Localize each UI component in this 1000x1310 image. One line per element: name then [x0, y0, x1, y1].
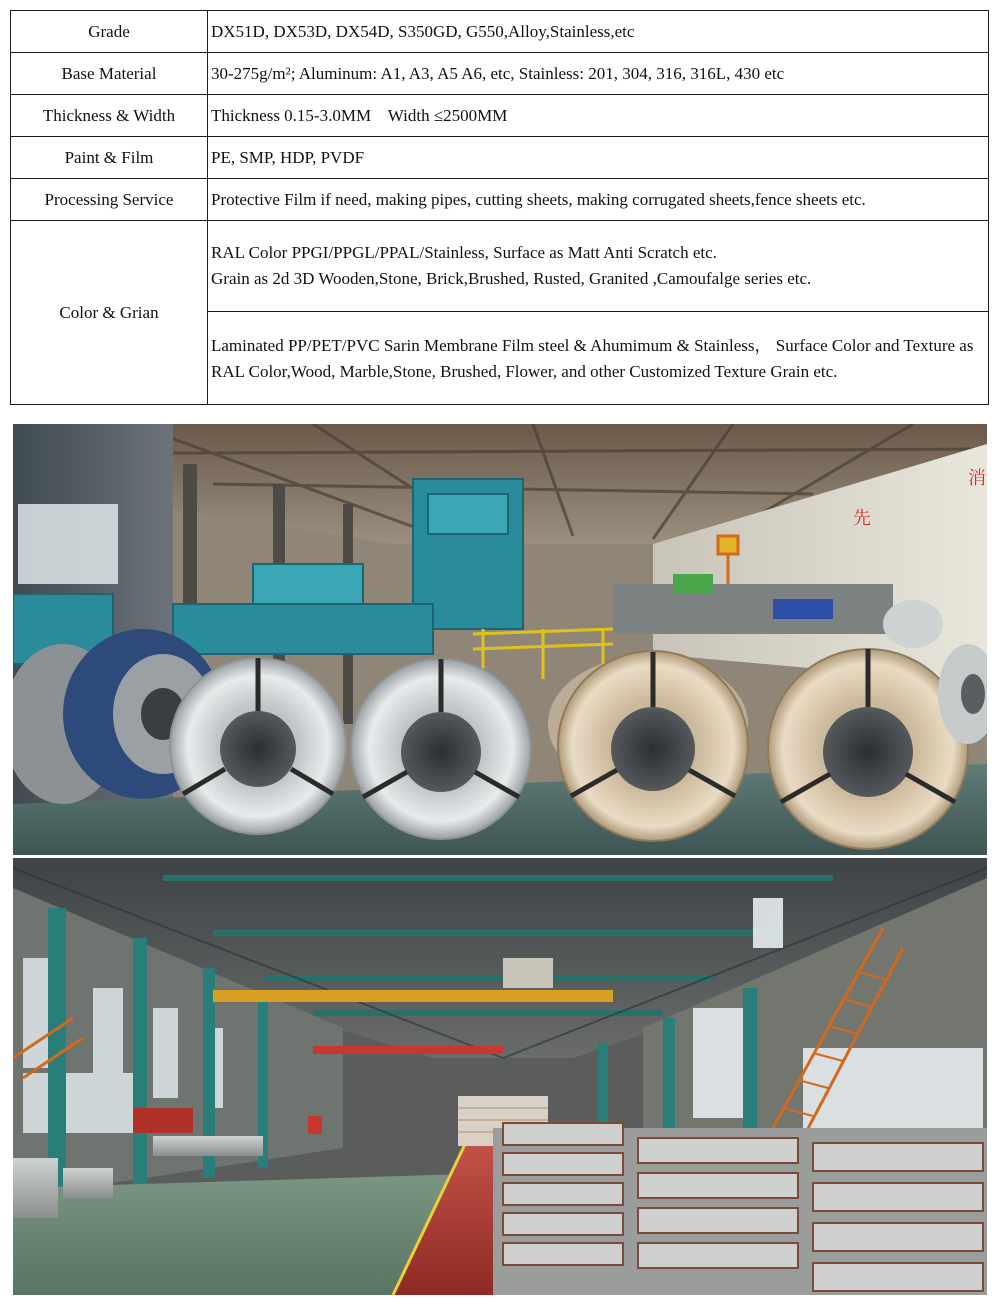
sheet-stacks	[493, 1123, 987, 1295]
spec-label: Grade	[11, 11, 208, 53]
spec-row-grade	[11, 11, 989, 53]
spec-value: PE, SMP, HDP, PVDF	[208, 137, 989, 179]
spec-value: 30-275g/m²; Aluminum: A1, A3, A5 A6, etc, Stainless: 201, 304, 316, 316L, 430 etc	[208, 53, 989, 95]
wall-sign-char: 先	[853, 508, 871, 529]
spec-value-color-grain-1	[208, 221, 989, 312]
spec-label: Processing Service	[11, 179, 208, 221]
spec-value: DX51D, DX53D, DX54D, S350GD, G550,Alloy,Stainless,etc	[208, 11, 989, 53]
color-grain-line-2: Grain as 2d 3D Wooden,Stone, Brick,Brushed, Rusted, Granited ,Camoufalge series etc.	[211, 269, 812, 288]
steel-coil-warehouse-photo	[13, 424, 987, 855]
spec-row-thickness-width	[11, 95, 989, 137]
spec-label: Paint & Film	[11, 137, 208, 179]
spec-label: Thickness & Width	[11, 95, 208, 137]
spec-value: Thickness 0.15-3.0MM Width ≤2500MM	[208, 95, 989, 137]
spec-row-processing-service	[11, 179, 989, 221]
spec-value: Protective Film if need, making pipes, cutting sheets, making corrugated sheets,fence sheets etc.	[208, 179, 989, 221]
spec-label: Color & Grian	[11, 221, 208, 405]
spec-value-color-grain-2: Laminated PP/PET/PVC Sarin Membrane Film steel & Ahumimum & Stainless， Surface Color and Texture as RAL Color,Wood, Marble,Stone, Brushed, Flower, and other Customized Texture Grain etc.	[208, 312, 989, 405]
spec-row-paint-film	[11, 137, 989, 179]
spec-row-color-grain	[11, 221, 989, 312]
coil-silver-2	[351, 659, 531, 839]
spec-table	[10, 10, 989, 405]
coil-silver-1	[170, 658, 346, 834]
color-grain-line-1: RAL Color PPGI/PPGL/PPAL/Stainless, Surface as Matt Anti Scratch etc.	[211, 243, 717, 262]
wall-sign-char: 消	[968, 468, 986, 489]
coil-warehouse-illustration	[13, 424, 987, 855]
factory-hall-illustration	[13, 858, 987, 1295]
coil-paper-wrapped-2	[768, 649, 968, 849]
spec-label: Base Material	[11, 53, 208, 95]
spec-row-base-material	[11, 53, 989, 95]
steel-sheet-factory-hall-photo	[13, 858, 987, 1295]
